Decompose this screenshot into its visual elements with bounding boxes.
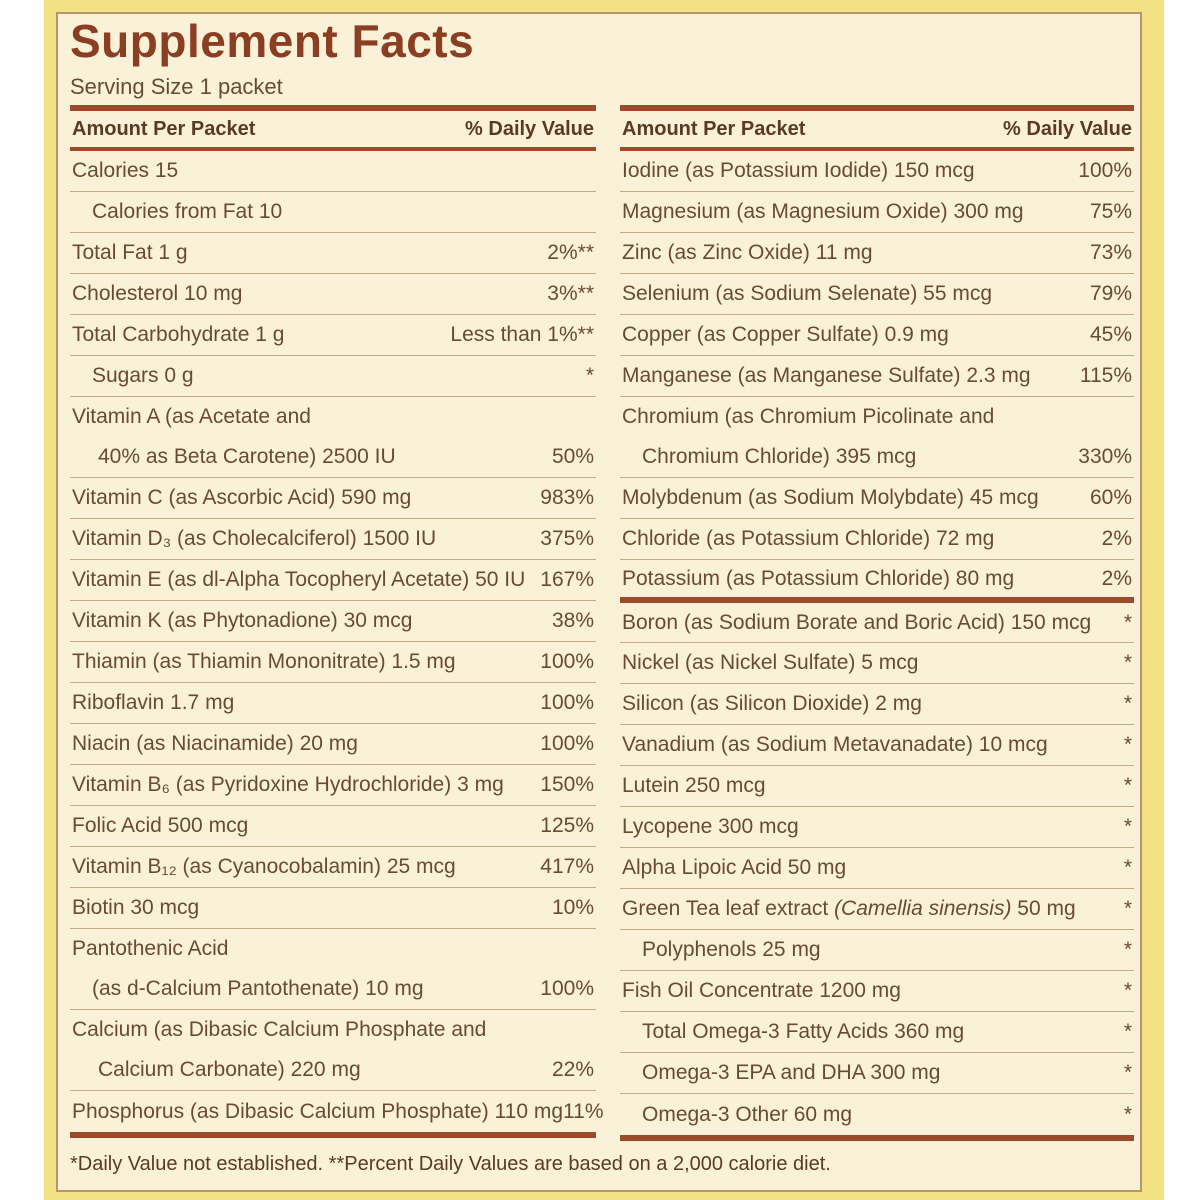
nutrient-row: Vitamin C (as Ascorbic Acid) 590 mg 983%	[70, 478, 596, 519]
nutrient-row: Silicon (as Silicon Dioxide) 2 mg *	[620, 684, 1134, 725]
nutrient-row: Riboflavin 1.7 mg 100%	[70, 683, 596, 724]
nutrient-row: Phosphorus (as Dibasic Calcium Phosphate) 110 mg 11%	[72, 1099, 604, 1123]
nutrient-row: Cholesterol 10 mg 3%**	[70, 274, 596, 315]
column-header	[70, 111, 596, 147]
nutrient-row: Lutein 250 mcg *	[620, 766, 1134, 807]
nutrient-row: Green Tea leaf extract (Camellia sinensis) 50 mg *	[620, 889, 1134, 930]
nutrient-row: Vitamin B₁₂ (as Cyanocobalamin) 25 mcg 417%	[70, 847, 596, 888]
nutrient-row: Vitamin B₆ (as Pyridoxine Hydrochloride) 3 mg 150%	[70, 765, 596, 806]
nutrient-row: Lycopene 300 mcg *	[620, 807, 1134, 848]
nutrient-row: Vitamin K (as Phytonadione) 30 mcg 38%	[70, 601, 596, 642]
nutrient-row: Omega-3 Other 60 mg *	[642, 1102, 1132, 1126]
nutrient-row: Total Omega-3 Fatty Acids 360 mg *	[620, 1012, 1134, 1053]
nutrient-row: (as d-Calcium Pantothenate) 10 mg 100%	[70, 969, 596, 1010]
nutrient-row: Chromium Chloride) 395 mcg 330%	[620, 437, 1134, 478]
nutrient-row: Polyphenols 25 mg *	[620, 930, 1134, 971]
nutrient-row: 40% as Beta Carotene) 2500 IU 50%	[70, 437, 596, 478]
nutrient-row: Total Fat 1 g 2%**	[70, 233, 596, 274]
nutrient-row: Thiamin (as Thiamin Mononitrate) 1.5 mg 100%	[70, 642, 596, 683]
nutrient-row: Manganese (as Manganese Sulfate) 2.3 mg 115%	[620, 356, 1134, 397]
nutrient-row: Boron (as Sodium Borate and Boric Acid) 150 mcg *	[620, 603, 1134, 643]
nutrient-row: Potassium (as Potassium Chloride) 80 mg 2%	[622, 566, 1132, 590]
column-header	[620, 111, 1134, 147]
nutrient-row: Calories from Fat 10	[70, 192, 596, 233]
nutrient-row: Vitamin E (as dl-Alpha Tocopheryl Acetate) 50 IU 167%	[70, 560, 596, 601]
nutrient-row: Selenium (as Sodium Selenate) 55 mcg 79%	[620, 274, 1134, 315]
nutrient-row: Total Carbohydrate 1 g Less than 1%**	[70, 315, 596, 356]
right-nutrient-column	[620, 105, 1134, 1141]
bottom-rule	[70, 1132, 596, 1138]
nutrient-row: Copper (as Copper Sulfate) 0.9 mg 45%	[620, 315, 1134, 356]
nutrient-row: Fish Oil Concentrate 1200 mg *	[620, 971, 1134, 1012]
nutrient-row: Vitamin A (as Acetate and	[72, 405, 311, 428]
nutrient-row: Molybdenum (as Sodium Molybdate) 45 mcg 60%	[620, 478, 1134, 519]
daily-value-heading: % Daily Value	[1003, 117, 1132, 140]
daily-value-heading: % Daily Value	[465, 117, 594, 140]
nutrient-row: Niacin (as Niacinamide) 20 mg 100%	[70, 724, 596, 765]
nutrient-row: Iodine (as Potassium Iodide) 150 mcg 100%	[620, 151, 1134, 192]
amount-per-packet-heading: Amount Per Packet	[72, 117, 256, 140]
nutrient-row: Calcium Carbonate) 220 mg 22%	[70, 1050, 596, 1091]
nutrient-row: Zinc (as Zinc Oxide) 11 mg 73%	[620, 233, 1134, 274]
nutrient-row: Folic Acid 500 mcg 125%	[70, 806, 596, 847]
nutrient-row: Omega-3 EPA and DHA 300 mg *	[620, 1053, 1134, 1094]
label-title: Supplement Facts	[70, 15, 475, 67]
nutrient-row: Pantothenic Acid	[72, 937, 229, 960]
bottom-rule	[620, 1135, 1134, 1141]
nutrient-row: Biotin 30 mcg 10%	[70, 888, 596, 929]
nutrient-row: Chromium (as Chromium Picolinate and	[622, 405, 995, 428]
nutrient-row: Vanadium (as Sodium Metavanadate) 10 mcg *	[620, 725, 1134, 766]
nutrient-row: Calcium (as Dibasic Calcium Phosphate and	[72, 1018, 487, 1041]
left-nutrient-column	[70, 105, 604, 1138]
amount-per-packet-heading: Amount Per Packet	[622, 117, 806, 140]
botanical-name: (Camellia sinensis)	[834, 897, 1012, 920]
nutrient-row: Nickel (as Nickel Sulfate) 5 mcg *	[620, 643, 1134, 684]
nutrient-row: Magnesium (as Magnesium Oxide) 300 mg 75%	[620, 192, 1134, 233]
footnote: *Daily Value not established. **Percent Daily Values are based on a 2,000 calorie diet.	[70, 1153, 831, 1175]
nutrient-row: Chloride (as Potassium Chloride) 72 mg 2%	[620, 519, 1134, 560]
nutrient-row: Sugars 0 g *	[70, 356, 596, 397]
nutrient-row: Alpha Lipoic Acid 50 mg *	[620, 848, 1134, 889]
nutrient-row: Vitamin D₃ (as Cholecalciferol) 1500 IU 375%	[70, 519, 596, 560]
serving-size: Serving Size 1 packet	[70, 74, 283, 99]
nutrient-row: Calories 15	[70, 151, 596, 192]
